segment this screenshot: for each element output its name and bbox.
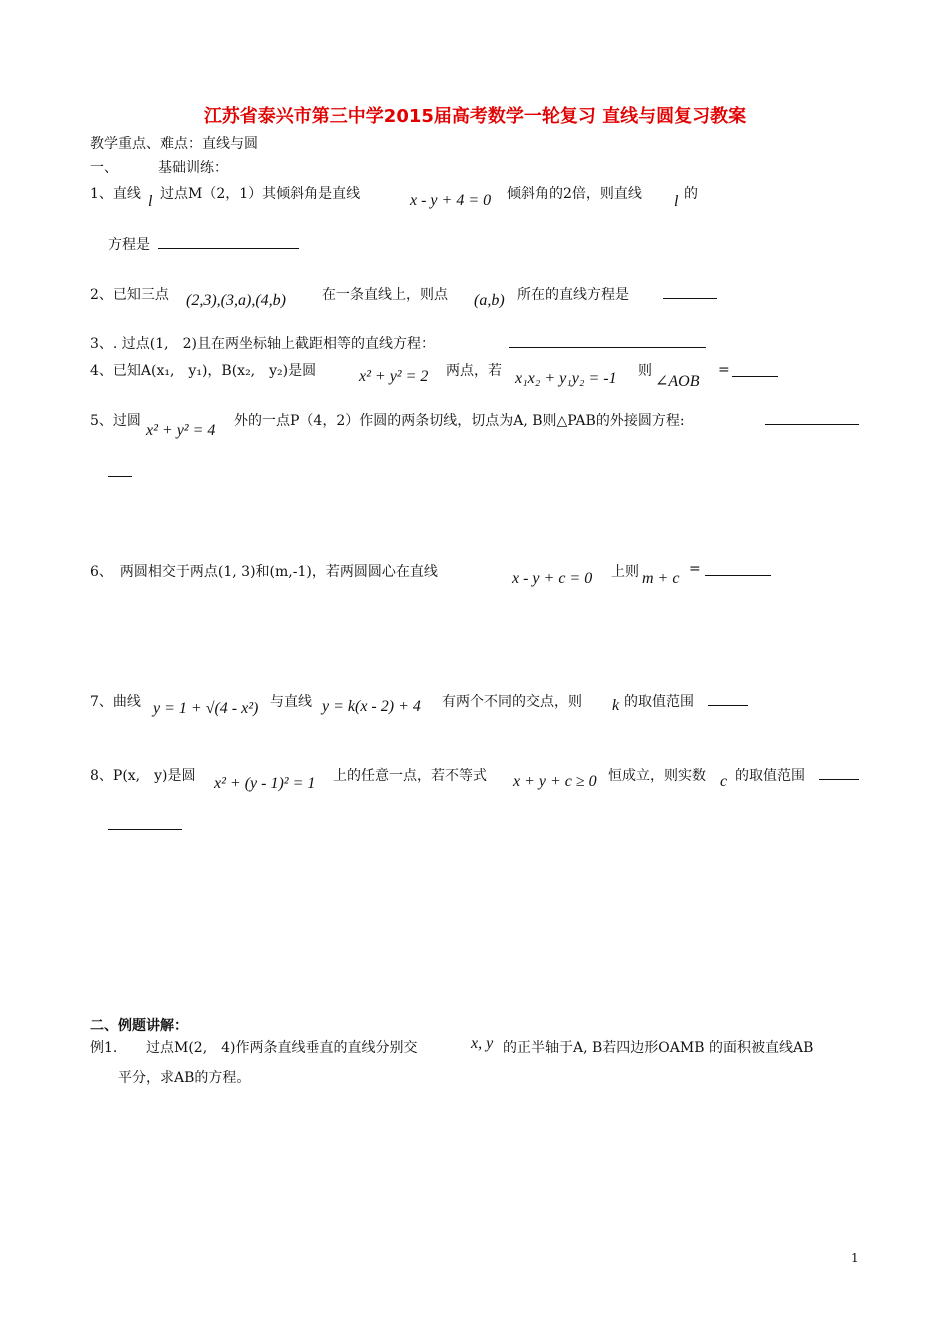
q8-text-b: 上的任意一点，若不等式 [333,768,487,784]
document-title: 江苏省泰兴市第三中学2015届高考数学一轮复习 直线与圆复习教案 [203,106,747,127]
q6-equals: = [689,561,701,577]
q7-k: k [612,697,620,714]
q1-text-b: 过点M（2，1）其倾斜角是直线 [160,186,361,202]
section1-heading: 基础训练： [158,160,228,176]
example1-label: 例1. [90,1040,118,1056]
q6-expression: m + c [642,570,680,587]
q6-text-b: 上则 [611,564,639,580]
q8-circle-equation: x² + (y - 1)² = 1 [214,775,316,792]
q1-text-c: 倾斜角的2倍，则直线 [507,186,642,202]
q3-answer-blank[interactable] [509,333,706,348]
q7-line: y = k(x - 2) + 4 [322,698,421,715]
q8-text-c: 恒成立，则实数 [608,768,706,784]
q2-points: (2,3),(3,a),(4,b) [186,292,286,309]
q1-text-e: 方程是 [108,237,150,253]
q1-line-l: l [148,193,153,210]
page-number: 1 [851,1251,859,1265]
q4-text-a: 4、已知A(x₁, y₁)，B(x₂, y₂)是圆 [90,363,317,379]
q8-text-d: 的取值范围 [735,768,805,784]
q7-text-a: 7、曲线 [90,694,141,710]
q2-text-b: 在一条直线上，则点 [322,287,448,303]
q5-text-a: 5、过圆 [90,413,141,429]
q6-equation: x - y + c = 0 [512,570,593,587]
q4-condition: x₁x₂ + y₁y₂ = -1 [515,370,617,387]
q5-answer-blank-cont[interactable] [108,462,132,477]
q7-text-b: 与直线 [270,694,312,710]
q8-answer-blank[interactable] [819,765,859,780]
q5-text-b: 外的一点P（4，2）作圆的两条切线，切点为A, B则△PAB的外接圆方程: [234,413,685,429]
q1-text-d: 的 [684,186,698,202]
example1-text-d: 平分，求AB的方程。 [118,1070,251,1086]
q2-text-a: 2、已知三点 [90,287,169,303]
q8-inequality: x + y + c ≥ 0 [513,773,597,790]
q1-equation: x - y + 4 = 0 [410,192,492,209]
q4-text-c: 则 [638,363,652,379]
section2-heading: 二、例题讲解： [90,1018,188,1034]
q4-angle: ∠AOB [655,373,700,390]
q7-answer-blank[interactable] [708,691,748,706]
q2-text-c: 所在的直线方程是 [517,287,629,303]
q7-curve: y = 1 + √(4 - x²) [153,700,259,717]
q6-text-a: 6、 两圆相交于两点(1, 3)和(m,-1)，若两圆圆心在直线 [90,564,438,580]
section1-number: 一、 [90,160,118,176]
q6-answer-blank[interactable] [705,561,771,576]
q3-text: 3、. 过点(1, 2)且在两坐标轴上截距相等的直线方程： [90,336,435,352]
q4-answer-blank[interactable] [732,362,778,377]
q2-answer-blank[interactable] [663,284,717,299]
q4-equals: = [718,362,730,378]
q1-line-l2: l [674,193,679,210]
example1-text-b: 过点M(2, 4)作两条直线垂直的直线分别交 [146,1040,418,1056]
q1-answer-blank[interactable] [158,234,299,249]
q8-text-a: 8、P(x, y)是圆 [90,768,196,784]
q2-point-ab: (a,b) [474,292,505,309]
q4-circle-equation: x² + y² = 2 [359,368,429,385]
focus-line: 教学重点、难点：直线与圆 [90,136,258,152]
q5-circle-equation: x² + y² = 4 [146,422,216,439]
q5-answer-blank[interactable] [765,410,859,425]
q7-text-c: 有两个不同的交点，则 [442,694,582,710]
q8-answer-blank-cont[interactable] [108,815,182,830]
q1-text-a: 1、直线 [90,186,141,202]
q7-text-d: 的取值范围 [624,694,694,710]
example1-text-c: 的正半轴于A, B若四边形OAMB 的面积被直线AB [503,1040,814,1056]
q8-c-var: c [720,773,728,790]
q4-text-b: 两点，若 [446,363,502,379]
example1-axes: x, y [471,1035,494,1052]
